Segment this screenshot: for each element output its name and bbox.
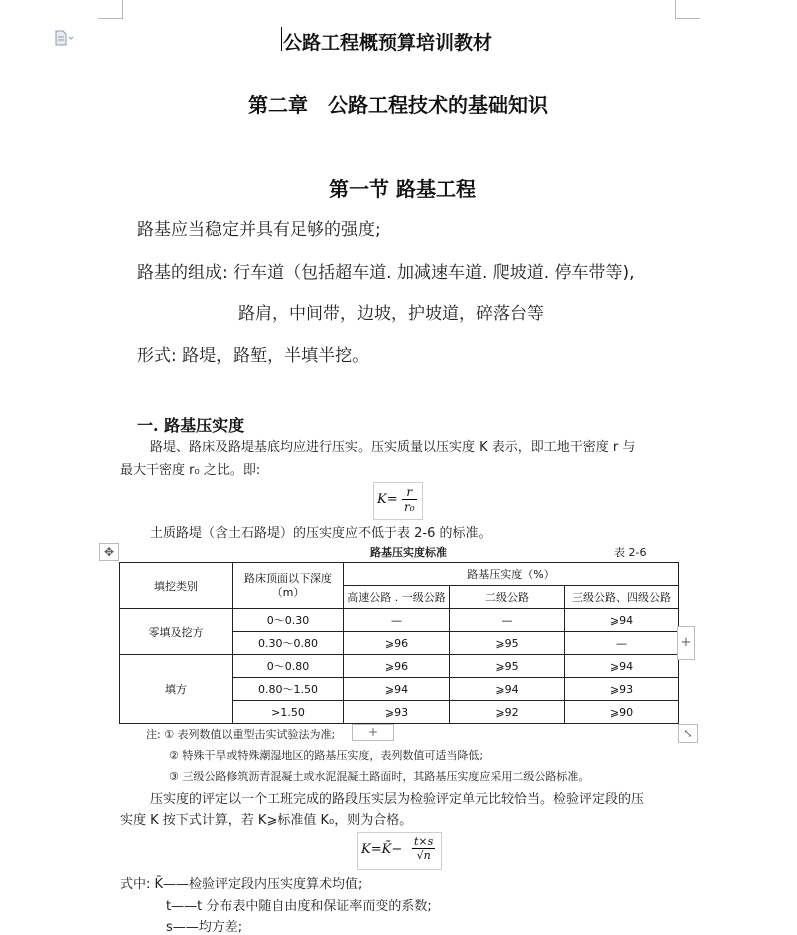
table-cell: ⩾94 — [565, 655, 679, 678]
paragraph: 形式: 路堤，路堑，半填半挖。 — [137, 346, 370, 366]
crop-mark — [675, 18, 700, 19]
table-row — [120, 609, 679, 632]
table-cell: ⩾94 — [344, 678, 450, 701]
crop-mark — [122, 0, 123, 19]
section-title: 第一节 路基工程 — [329, 177, 476, 201]
add-row-icon[interactable]: + — [352, 724, 394, 741]
table-note: 注: ① 表列数值以重型击实试验法为准; — [146, 728, 336, 741]
body-text: 压实度的评定以一个工班完成的路段压实层为检验评定单元比较恰当。检验评定段的压 — [150, 792, 645, 807]
definition: s——均方差; — [166, 920, 243, 935]
formula — [357, 832, 442, 870]
table-cell: ⩾92 — [450, 701, 565, 724]
table-header: 二级公路 — [450, 586, 565, 609]
resize-icon[interactable]: ⤡ — [678, 724, 698, 743]
chapter-title: 第二章 公路工程技术的基础知识 — [248, 93, 548, 117]
table-cell: ⩾94 — [565, 609, 679, 632]
compaction-table — [119, 562, 679, 724]
paragraph: 路基的组成: 行车道（包括超车道. 加减速车道. 爬坡道. 停车带等), — [137, 263, 635, 283]
table-cell: — — [344, 609, 450, 632]
table-header: 路床顶面以下深度（m） — [233, 563, 344, 609]
table-header: 填挖类别 — [120, 563, 233, 609]
definition: t——t 分布表中随自由度和保证率而变的系数; — [166, 899, 432, 914]
body-text: 土质路堤（含土石路堤）的压实度应不低于表 2-6 的标准。 — [150, 526, 492, 541]
formula — [373, 482, 423, 520]
table-cell: ⩾96 — [344, 655, 450, 678]
table-cell: 0.30～0.80 — [233, 632, 344, 655]
table-cell: ⩾94 — [450, 678, 565, 701]
table-header: 高速公路 . 一级公路 — [344, 586, 450, 609]
table-header: 三级公路、四级公路 — [565, 586, 679, 609]
body-text: 路堤、路床及路堤基底均应进行压实。压实质量以压实度 K 表示，即工地干密度 r 与 — [150, 440, 636, 455]
formula-denominator: √n — [416, 849, 431, 862]
move-icon[interactable]: ✥ — [99, 543, 119, 561]
crop-mark — [98, 18, 123, 19]
table-cell: — — [565, 632, 679, 655]
body-text: 实度 K 按下式计算，若 K⩾标准值 K₀，则为合格。 — [120, 813, 413, 828]
table-row — [120, 655, 679, 678]
text-cursor — [281, 27, 282, 51]
table-header: 路基压实度（%） — [344, 563, 679, 586]
table-cell: 0～0.30 — [233, 609, 344, 632]
subsection-title: 一. 路基压实度 — [137, 416, 245, 435]
table-cell: ⩾95 — [450, 655, 565, 678]
definition: 式中: K̄——检验评定段内压实度算术均值; — [120, 877, 363, 892]
table-cell: 0～0.80 — [233, 655, 344, 678]
table-note: ③ 三级公路修筑沥青混凝土或水泥混凝土路面时，其路基压实度应采用二级公路标准。 — [169, 770, 590, 783]
table-cell: 零填及挖方 — [120, 609, 233, 655]
header-title: 公路工程概预算培训教材 — [283, 32, 493, 54]
table-number: 表 2-6 — [614, 546, 647, 559]
formula-numerator: t×s — [414, 835, 434, 848]
table-caption: 路基压实度标准 — [370, 546, 447, 559]
crop-mark — [675, 0, 676, 19]
table-cell: ⩾90 — [565, 701, 679, 724]
table-cell: ⩾93 — [565, 678, 679, 701]
table-cell: 填方 — [120, 655, 233, 724]
table-cell: 0.80～1.50 — [233, 678, 344, 701]
add-column-icon[interactable]: + — [677, 626, 695, 660]
formula-numerator: r — [402, 485, 417, 500]
table-cell: ⩾93 — [344, 701, 450, 724]
table-cell: ⩾96 — [344, 632, 450, 655]
body-text: 最大干密度 r₀ 之比。即: — [120, 463, 261, 478]
document-icon[interactable] — [54, 30, 76, 46]
paragraph: 路基应当稳定并具有足够的强度; — [137, 220, 381, 240]
table-note: ② 特殊干旱或特殊潮湿地区的路基压实度，表列数值可适当降低; — [169, 749, 484, 762]
table-cell: ⩾95 — [450, 632, 565, 655]
formula-lhs: K=K̄− — [361, 842, 403, 857]
formula-lhs: K= — [377, 492, 398, 507]
table-cell: >1.50 — [233, 701, 344, 724]
table-cell: — — [450, 609, 565, 632]
formula-denominator: r₀ — [404, 500, 415, 514]
paragraph: 路肩，中间带，边坡，护坡道，碎落台等 — [238, 304, 544, 324]
